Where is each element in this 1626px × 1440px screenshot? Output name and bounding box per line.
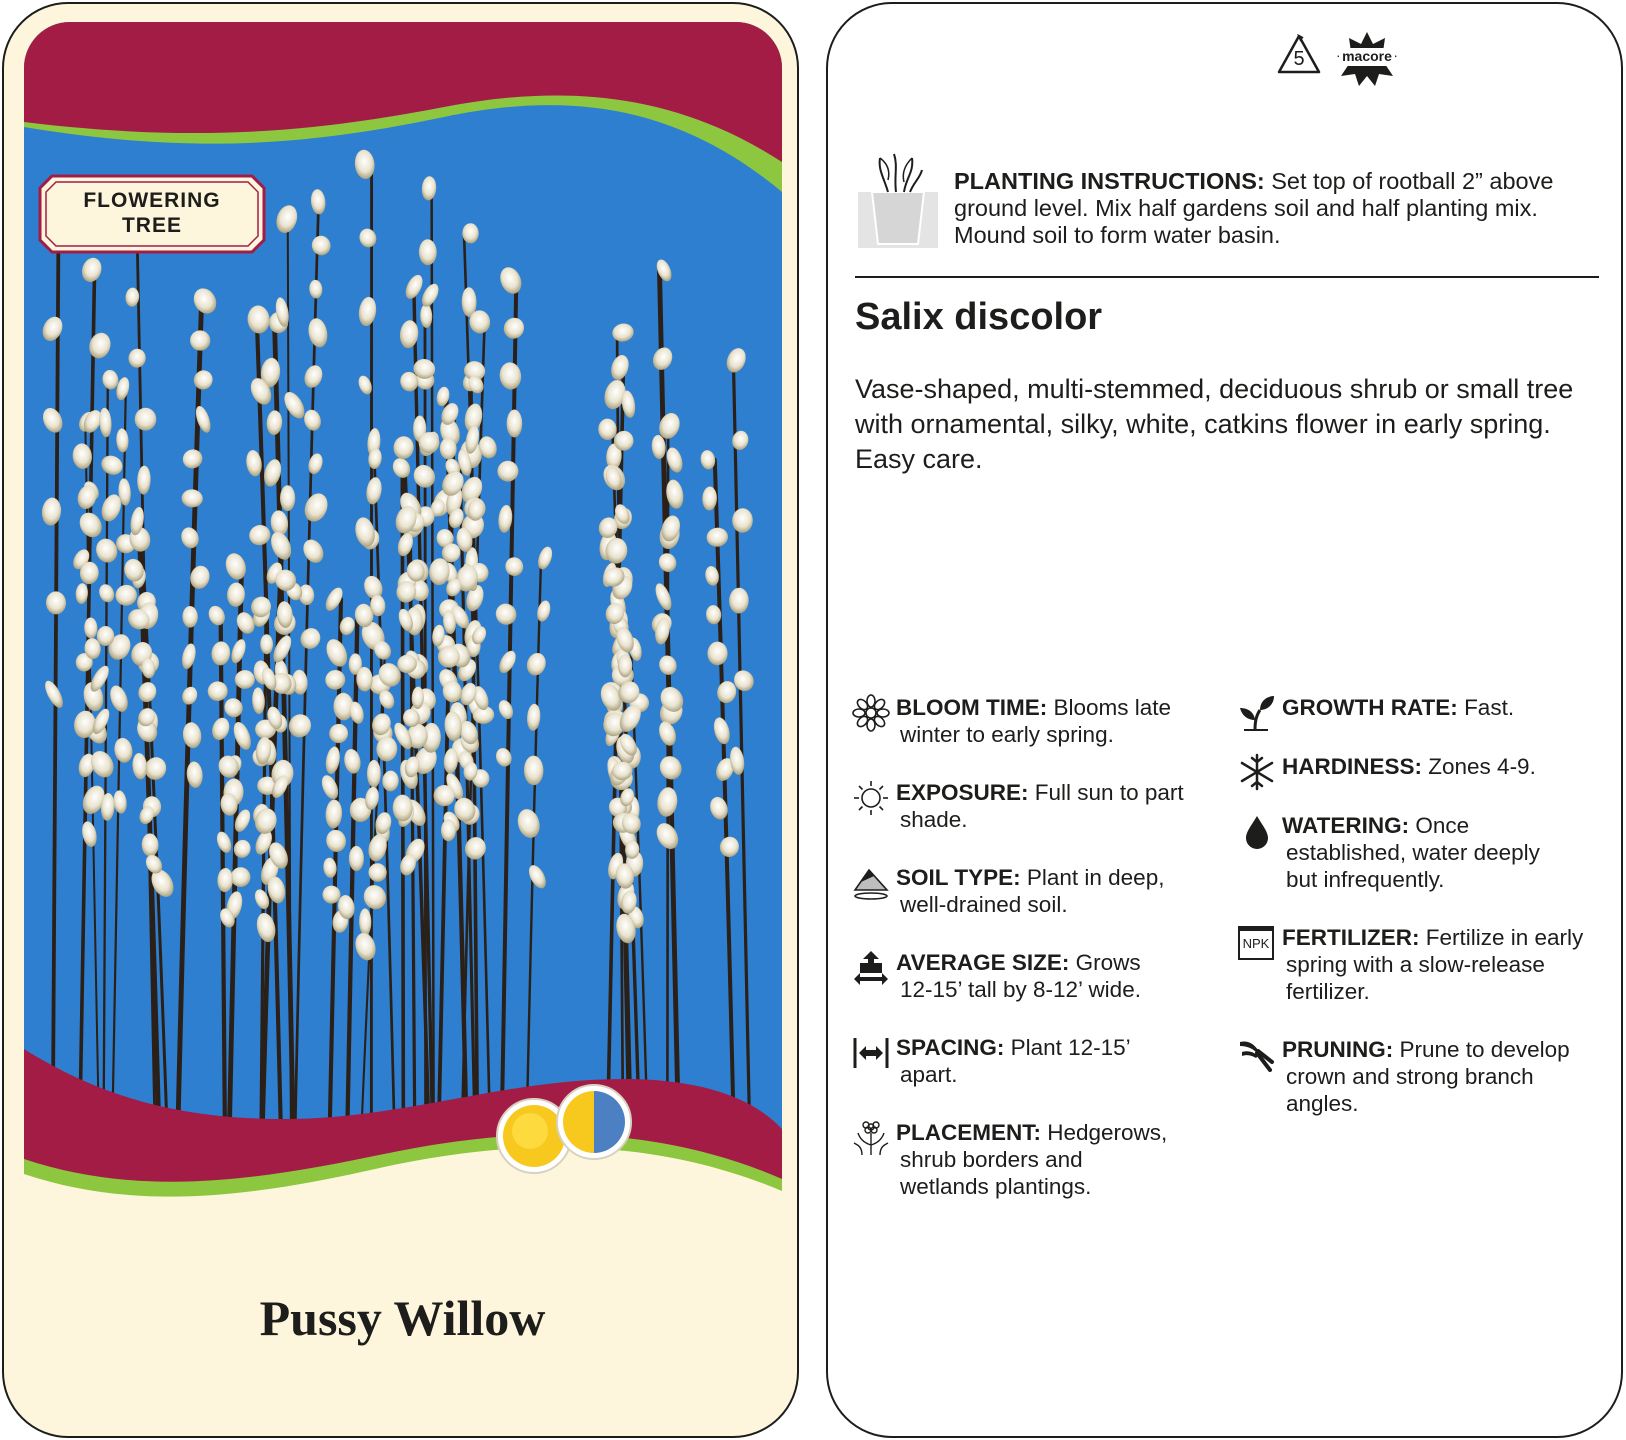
attr-value-cont: spring with a slow-release: [1286, 952, 1545, 977]
planting-label: PLANTING INSTRUCTIONS:: [954, 168, 1265, 194]
category-line-1: FLOWERING: [83, 189, 221, 212]
category-line-2: TREE: [121, 214, 182, 237]
attr-label: FERTILIZER:: [1282, 925, 1420, 950]
attr-soil-type: [896, 864, 1226, 918]
attr-watering: [1282, 812, 1612, 893]
placement-icon: [852, 1119, 890, 1157]
attr-label: SPACING:: [896, 1035, 1005, 1060]
attr-value: Prune to develop: [1393, 1037, 1570, 1062]
npk-icon-text: NPK: [1242, 936, 1270, 951]
attr-value: Full sun to part: [1028, 780, 1184, 805]
attr-value-cont: apart.: [900, 1062, 958, 1087]
attr-label: EXPOSURE:: [896, 780, 1029, 805]
attr-value-cont: but infrequently.: [1286, 867, 1445, 892]
attr-label: PRUNING:: [1282, 1037, 1394, 1062]
water-drop-icon: [1238, 812, 1276, 850]
spacing-icon: [852, 1034, 890, 1072]
attr-value: Plant 12-15’: [1004, 1035, 1131, 1060]
attr-fertilizer: [1242, 924, 1612, 1005]
flower-icon: [852, 694, 890, 732]
attr-label: WATERING:: [1282, 813, 1410, 838]
sprout-icon: [1238, 694, 1276, 732]
attr-value: Grows: [1069, 950, 1141, 975]
soil-icon: [852, 864, 890, 902]
attr-pruning: [1282, 1036, 1612, 1117]
attr-value-cont: fertilizer.: [1286, 979, 1370, 1004]
divider: [855, 276, 1599, 278]
attr-value: Blooms late: [1047, 695, 1172, 720]
plant-description: Vase-shaped, multi-stemmed, deciduous shrub or small tree with ornamental, silky, white, catkins flower in early spring. Easy care.: [855, 374, 1574, 474]
attr-label: HARDINESS:: [1282, 754, 1423, 779]
attr-label: BLOOM TIME:: [896, 695, 1048, 720]
attr-value: Plant in deep,: [1020, 865, 1165, 890]
attr-value-cont: wetlands plantings.: [900, 1174, 1092, 1199]
pruner-icon: [1238, 1036, 1276, 1074]
logo-text: macore: [1342, 48, 1392, 64]
macore-logo: [1333, 30, 1401, 88]
planting-instructions: [954, 168, 1604, 249]
size-icon: [852, 949, 890, 987]
sun-outline-icon: [852, 779, 890, 817]
bottom-wave: [24, 1049, 782, 1249]
planting-text: Set top of rootball 2” above ground level. Mix half gardens soil and half planting mix. Mound soil to form water basin.: [954, 168, 1554, 248]
part-sun-icon: [554, 1082, 634, 1162]
attr-value: Fertilize in early: [1419, 925, 1584, 950]
attr-value-cont: 12-15’ tall by 8-12’ wide.: [900, 977, 1141, 1002]
attr-value: Hedgerows,: [1041, 1120, 1168, 1145]
attr-placement: [896, 1119, 1226, 1200]
recycle-icon: [1273, 32, 1325, 80]
attr-value: Zones 4-9.: [1422, 754, 1536, 779]
attr-value-cont: well-drained soil.: [900, 892, 1068, 917]
attr-value: Fast.: [1457, 695, 1515, 720]
attr-average-size: [896, 949, 1236, 1003]
attr-label: SOIL TYPE:: [896, 865, 1021, 890]
attr-exposure: [896, 779, 1226, 833]
attr-label: AVERAGE SIZE:: [896, 950, 1070, 975]
attr-bloom-time: [896, 694, 1226, 748]
planting-pot-icon: [858, 152, 938, 248]
attr-spacing: [896, 1034, 1226, 1088]
attr-value-cont: angles.: [1286, 1091, 1359, 1116]
attr-hardiness: [1282, 753, 1602, 780]
category-badge: [38, 174, 266, 254]
attr-value-cont: shrub borders and: [900, 1147, 1083, 1172]
top-banner: [24, 22, 782, 192]
attr-value-cont: established, water deeply: [1286, 840, 1540, 865]
recycle-number: 5: [1293, 48, 1305, 70]
attr-growth-rate: [1282, 694, 1602, 721]
attr-value: Once: [1409, 813, 1470, 838]
attr-label: GROWTH RATE:: [1282, 695, 1458, 720]
snowflake-icon: [1238, 753, 1276, 791]
botanical-name: Salix discolor: [855, 296, 1103, 338]
npk-icon: [1238, 926, 1274, 960]
attr-value-cont: winter to early spring.: [900, 722, 1114, 747]
back-card: [826, 2, 1623, 1438]
common-name: Pussy Willow: [259, 1290, 546, 1346]
attr-value-cont: shade.: [900, 807, 968, 832]
attr-value-cont: crown and strong branch: [1286, 1064, 1534, 1089]
attr-label: PLACEMENT:: [896, 1120, 1041, 1145]
front-card: [2, 2, 799, 1438]
